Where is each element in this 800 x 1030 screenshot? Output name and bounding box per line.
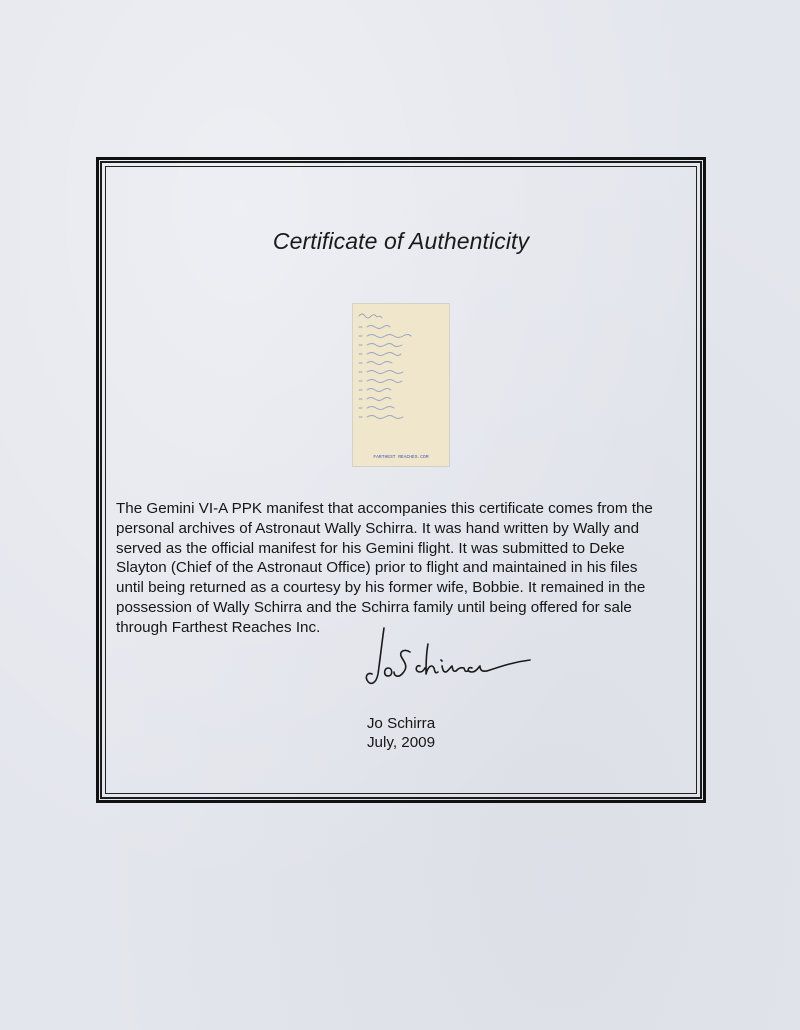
certificate-frame-inner — [105, 166, 697, 794]
handwritten-signature — [362, 622, 542, 694]
certificate-title: Certificate of Authenticity — [272, 228, 530, 254]
manifest-footer-stamp: FARTHEST REACHES.COM — [373, 455, 429, 460]
signer-name: Jo Schirra — [366, 715, 436, 732]
manifest-handwriting-image — [353, 304, 449, 466]
manifest-card-image — [353, 304, 449, 466]
certificate-body-text: The Gemini VI-A PPK manifest that accompanies this certificate comes from the personal archives of Astronaut Wally Schirra. It was hand written by Wally and served as the official manifest for his Gemini flight. It was submitted to Deke Slayton (Chief of the Astronaut Office) prior to flight and maintained in his files until being returned as a courtesy by his former wife, Bobbie. It remained in the possession of Wally Schirra and the Schirra family until being offered for sale through Farthest Reaches Inc. — [116, 500, 653, 636]
signature-date: July, 2009 — [366, 734, 436, 751]
